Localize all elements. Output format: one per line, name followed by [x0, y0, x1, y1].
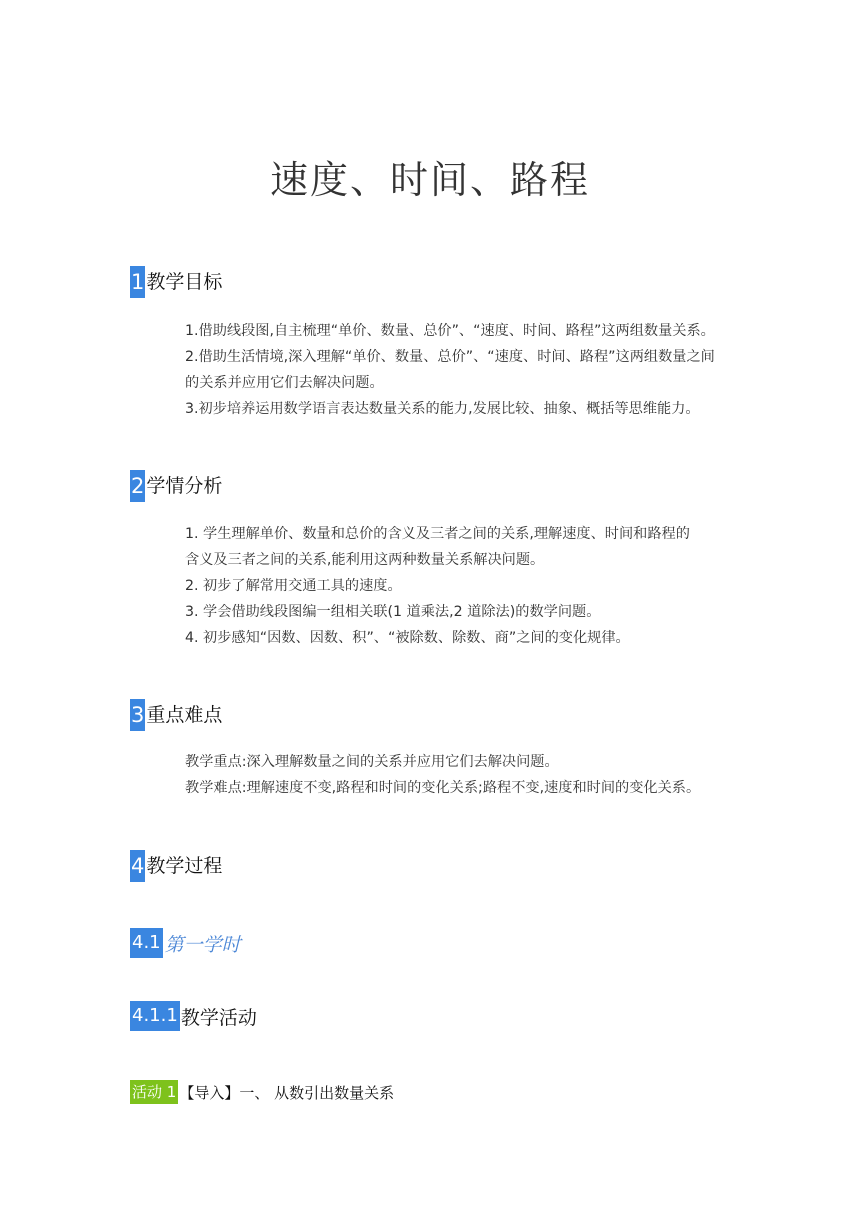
section-body-1	[185, 318, 735, 422]
body-line: 2. 初步了解常用交通工具的速度。	[185, 578, 402, 594]
activity-heading	[130, 1080, 394, 1104]
page-title: 速度、时间、路程	[269, 158, 590, 202]
body-line: 含义及三者之间的关系,能利用这两种数量关系解决问题。	[185, 552, 545, 568]
body-line: 3.初步培养运用数学语言表达数量关系的能力,发展比较、抽象、概括等思维能力。	[185, 401, 700, 417]
section-number-badge: 4	[130, 850, 145, 882]
body-line: 2.借助生活情境,深入理解“单价、数量、总价”、“速度、时间、路程”这两组数量之间	[185, 349, 715, 365]
section-number-badge: 1	[130, 266, 145, 298]
activity-badge: 活动 1	[130, 1080, 178, 1104]
subsection-number-badge: 4.1	[130, 928, 163, 958]
section-label: 重点难点	[146, 704, 223, 726]
body-line: 1. 学生理解单价、数量和总价的含义及三者之间的关系,理解速度、时间和路程的	[185, 526, 690, 542]
subsection-label: 教学活动	[180, 1006, 257, 1029]
section-number-badge: 2	[130, 470, 145, 502]
subsection-heading-4-1-1	[130, 999, 257, 1033]
body-line: 4. 初步感知“因数、因数、积”、“被除数、除数、商”之间的变化规律。	[185, 630, 630, 646]
subsection-heading-4-1	[130, 926, 241, 960]
section-label: 教学过程	[146, 855, 223, 877]
section-label: 教学目标	[146, 271, 223, 293]
section-body-2	[185, 521, 735, 651]
section-heading-3	[130, 698, 222, 732]
section-heading-1	[130, 265, 222, 299]
section-body-3	[185, 749, 735, 801]
subsection-label: 第一学时	[164, 933, 241, 956]
section-heading-4	[130, 849, 222, 883]
section-label: 学情分析	[146, 475, 223, 497]
activity-label: 【导入】一、 从数引出数量关系	[179, 1083, 395, 1102]
body-line: 教学重点:深入理解数量之间的关系并应用它们去解决问题。	[185, 754, 559, 770]
body-line: 的关系并应用它们去解决问题。	[185, 375, 384, 391]
subsection-number-badge: 4.1.1	[130, 1001, 180, 1031]
body-line: 3. 学会借助线段图编一组相关联(1 道乘法,2 道除法)的数学问题。	[185, 604, 601, 620]
body-line: 1.借助线段图,自主梳理“单价、数量、总价”、“速度、时间、路程”这两组数量关系。	[185, 323, 715, 339]
section-number-badge: 3	[130, 699, 145, 731]
section-heading-2	[130, 469, 222, 503]
body-line: 教学难点:理解速度不变,路程和时间的变化关系;路程不变,速度和时间的变化关系。	[185, 780, 701, 796]
